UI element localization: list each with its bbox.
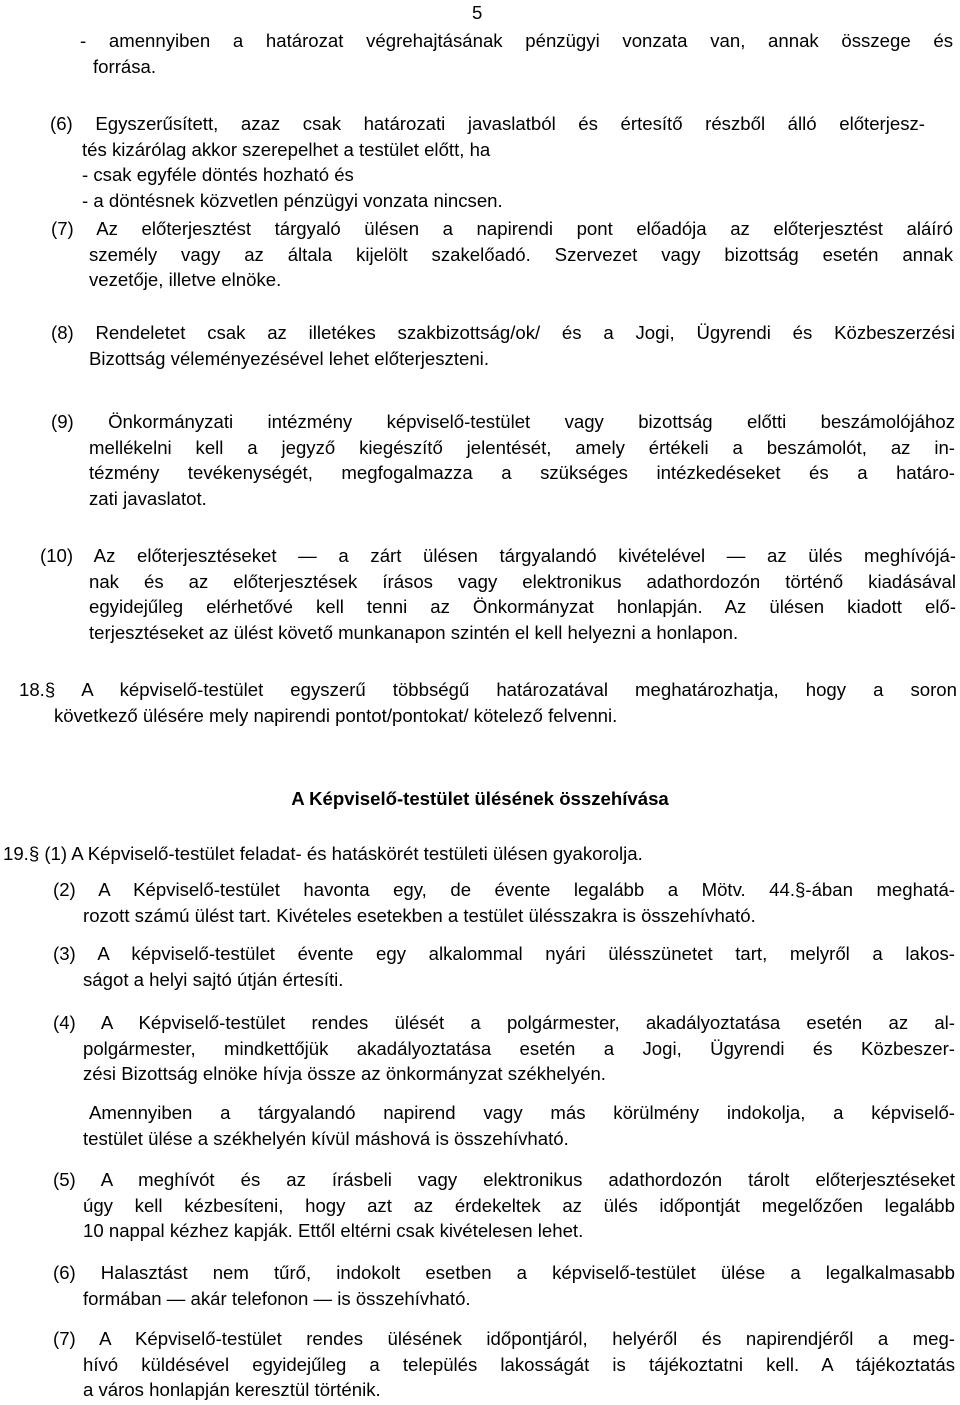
- text-line: (2) A Képviselő-testület havonta egy, de évente legalább a Mötv. 44.§-ában meghatá-: [53, 879, 955, 900]
- text-line: tés kizárólag akkor szerepelhet a testület előtt, ha: [82, 138, 491, 160]
- text-line: - a döntésnek közvetlen pénzügyi vonzata nincsen.: [82, 189, 503, 211]
- section-19-p7: [53, 1326, 955, 1403]
- text-line: rozott számú ülést tart. Kivételes esetekben a testület ülésszakra is összehívható.: [83, 904, 756, 926]
- text-line: 19.§ (1) A Képviselő-testület feladat- és hatáskörét testületi ülésen gyakorolja.: [3, 843, 643, 864]
- text-line: 18.§ A képviselő-testület egyszerű többségű határozatával meghatározhatja, hogy a soron: [19, 679, 957, 700]
- text-line: személy vagy az általa kijelölt szakelőadó. Szervezet vagy bizottság esetén annak: [89, 243, 953, 265]
- text-line: (4) A Képviselő-testület rendes ülését a polgármester, akadályoztatása esetén az al-: [53, 1012, 955, 1033]
- text-line: hívó küldésével egyidejűleg a település lakosságát is tájékoztatni kell. A tájékoztatás: [83, 1353, 955, 1375]
- text-line: forrása.: [93, 55, 157, 77]
- paragraph-7: [51, 216, 953, 293]
- text-line: (7) Az előterjesztést tárgyaló ülésen a napirendi pont előadója az előterjesztést aláíró: [51, 218, 953, 239]
- section-19-p2: [53, 877, 955, 928]
- text-line: 10 nappal kézhez kapják. Ettől eltérni csak kivételesen lehet.: [83, 1220, 584, 1241]
- text-line: úgy kell kézbesíteni, hogy azt az érdekeltek az ülés időpontját megelőzően legalább: [83, 1194, 955, 1216]
- paragraph-8: [51, 320, 955, 371]
- text-line: zési Bizottság elnöke hívja össze az önkormányzat székhelyén.: [83, 1063, 606, 1084]
- text-line: Bizottság véleményezésével lehet előterjeszteni.: [89, 347, 489, 369]
- text-line: Amennyiben a tárgyalandó napirend vagy más körülmény indokolja, a képviselő-: [89, 1102, 955, 1123]
- text-line: polgármester, mindkettőjük akadályoztatása esetén a Jogi, Ügyrendi és Közbeszer-: [83, 1037, 955, 1059]
- text-line: zati javaslatot.: [89, 487, 207, 509]
- text-line: - csak egyféle döntés hozható és: [82, 164, 354, 185]
- text-line: testület ülése a székhelyén kívül máshová is összehívható.: [83, 1127, 569, 1149]
- text-line: (6) Halasztást nem tűrő, indokolt esetben a képviselő-testület ülése a legalkalmasabb: [53, 1262, 955, 1283]
- section-19-p5: [53, 1167, 955, 1244]
- section-19-p3: [53, 941, 955, 992]
- text-line: (6) Egyszerűsített, azaz csak határozati javaslatból és értesítő részből álló előterjesz-: [50, 113, 925, 134]
- text-line: következő ülésére mely napirendi pontot/pontokat/ kötelező felvenni.: [54, 704, 618, 726]
- section-18: [19, 677, 957, 728]
- text-line: egyidejűleg elérhetővé kell tenni az Önkormányzat honlapján. Az ülésen kiadott elő-: [89, 596, 956, 617]
- text-line: mellékelni kell a jegyző kiegészítő jelentését, amely értékeli a beszámolót, az in-: [89, 436, 955, 458]
- section-19-p6: [53, 1260, 955, 1311]
- text-line: (3) A képviselő-testület évente egy alkalommal nyári ülésszünetet tart, melyről a lakos-: [53, 943, 955, 964]
- page-number: 5: [472, 2, 483, 23]
- top-bullet: [80, 28, 953, 79]
- section-heading: A Képviselő-testület ülésének összehívása: [291, 788, 669, 809]
- text-line: terjesztéseket az ülést követő munkanapon szintén el kell helyezni a honlapon.: [89, 621, 739, 643]
- text-line: (10) Az előterjesztéseket — a zárt ülésen tárgyalandó kivételével — az ülés meghívójá-: [40, 545, 956, 566]
- text-line: (9) Önkormányzati intézmény képviselő-testület vagy bizottság előtti beszámolójához: [51, 411, 955, 432]
- paragraph-9: [51, 409, 955, 511]
- section-19-p4b: [83, 1100, 955, 1151]
- text-line: ságot a helyi sajtó útján értesíti.: [83, 968, 344, 990]
- text-line: a város honlapján keresztül történik.: [83, 1379, 381, 1400]
- text-line: nak és az előterjesztések írásos vagy elektronikus adathordozón történő kiadásával: [89, 570, 956, 592]
- section-19-p1: [3, 841, 903, 867]
- paragraph-10: [40, 543, 956, 645]
- text-line: (8) Rendeletet csak az illetékes szakbizottság/ok/ és a Jogi, Ügyrendi és Közbeszerzési: [51, 322, 955, 343]
- text-line: - amennyiben a határozat végrehajtásának pénzügyi vonzata van, annak összege és: [80, 30, 953, 51]
- text-line: vezetője, illetve elnöke.: [89, 269, 282, 290]
- paragraph-6: [50, 111, 925, 213]
- section-19-p4: [53, 1010, 955, 1087]
- text-line: (5) A meghívót és az írásbeli vagy elektronikus adathordozón tárolt előterjesztéseket: [53, 1169, 955, 1190]
- text-line: (7) A Képviselő-testület rendes ülésének időpontjáról, helyéről és napirendjéről a meg-: [53, 1328, 955, 1349]
- text-line: formában — akár telefonon — is összehívható.: [83, 1287, 471, 1309]
- text-line: tézmény tevékenységét, megfogalmazza a szükséges intézkedéseket és a határo-: [89, 462, 955, 483]
